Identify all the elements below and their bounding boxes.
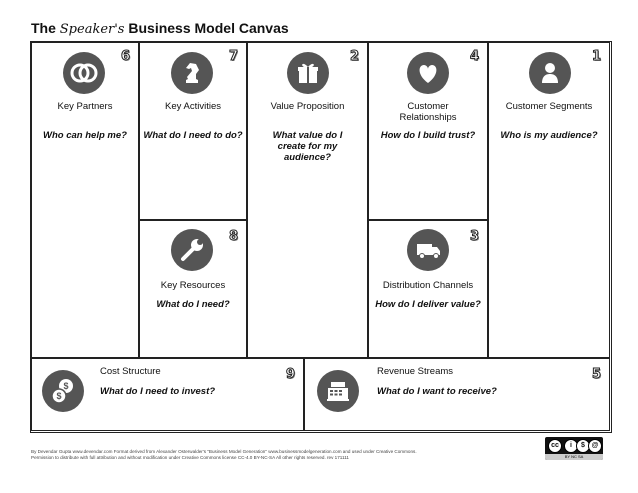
cc-icon: cc xyxy=(548,439,562,453)
block-cost-structure[interactable] xyxy=(31,358,304,431)
block-question: What do I want to receive? xyxy=(377,386,497,397)
block-label: Customer Relationships xyxy=(399,101,457,123)
block-label: Value Proposition xyxy=(270,101,345,112)
business-model-canvas xyxy=(30,41,612,433)
title-prefix: The xyxy=(31,20,56,36)
block-question: How do I deliver value? xyxy=(375,299,481,310)
block-label: Key Resources xyxy=(160,280,226,291)
block-key-activities[interactable] xyxy=(139,42,247,220)
cc-sa-icon: @ xyxy=(588,439,602,453)
title-speaker: Speaker's xyxy=(59,22,125,37)
block-question: What value do I create for my audience? xyxy=(272,130,343,163)
cash-register-icon xyxy=(317,370,359,412)
block-number: 5 xyxy=(591,367,601,382)
block-question: What do I need? xyxy=(156,299,230,310)
block-label: Distribution Channels xyxy=(382,280,474,291)
cc-license-text: BY NC SA xyxy=(545,454,603,460)
block-question: Who is my audience? xyxy=(500,130,598,141)
block-distribution-channels[interactable] xyxy=(368,220,488,358)
footer-attribution xyxy=(31,449,551,461)
block-question: How do I build trust? xyxy=(380,130,476,141)
cc-nc-icon: $ xyxy=(576,439,590,453)
footer-line-2: Permission to distribute with full attribution and without modification under Creative Commons license CC-4.0 BY-NC-SA All other rights reserved. rev 171111 xyxy=(31,455,349,460)
block-key-resources[interactable] xyxy=(139,220,247,358)
block-label: Customer Segments xyxy=(505,101,593,112)
block-number: 1 xyxy=(591,49,601,64)
block-label: Key Activities xyxy=(165,101,221,112)
footer-line-1: By Devendar Gupta www.devendar.com Format derived from Alexander Osterwalder's "Business Model Generation" www.businessmodelgeneration.com and used under Creative Commons. xyxy=(31,449,417,454)
block-number: 8 xyxy=(228,229,238,244)
block-question: What do I need to do? xyxy=(143,130,243,141)
block-customer-relationships[interactable] xyxy=(368,42,488,220)
block-label: Key Partners xyxy=(57,101,113,112)
person-icon xyxy=(529,52,571,94)
page-title xyxy=(31,20,289,37)
block-number: 6 xyxy=(120,49,130,64)
cc-license-badge[interactable] xyxy=(545,437,603,460)
block-question: What do I need to invest? xyxy=(100,386,216,397)
block-label: Revenue Streams xyxy=(377,366,454,377)
rings-icon xyxy=(63,52,105,94)
block-customer-segments[interactable] xyxy=(488,42,610,358)
svg-text:$: $ xyxy=(56,391,62,401)
coins-icon xyxy=(42,370,84,412)
block-number: 7 xyxy=(228,49,238,64)
block-number: 4 xyxy=(469,49,479,64)
chess-knight-icon xyxy=(171,52,213,94)
gift-icon xyxy=(287,52,329,94)
block-key-partners[interactable] xyxy=(31,42,139,358)
wrench-icon xyxy=(171,229,213,271)
title-suffix: Business Model Canvas xyxy=(128,20,289,36)
cc-by-icon: i xyxy=(564,439,578,453)
block-value-proposition[interactable] xyxy=(247,42,368,358)
svg-text:$: $ xyxy=(63,381,69,391)
block-question: Who can help me? xyxy=(43,130,127,141)
block-number: 2 xyxy=(349,49,359,64)
block-number: 3 xyxy=(469,229,479,244)
truck-icon xyxy=(407,229,449,271)
block-number: 9 xyxy=(285,367,295,382)
heart-icon xyxy=(407,52,449,94)
block-label: Cost Structure xyxy=(100,366,161,377)
block-revenue-streams[interactable] xyxy=(304,358,610,431)
